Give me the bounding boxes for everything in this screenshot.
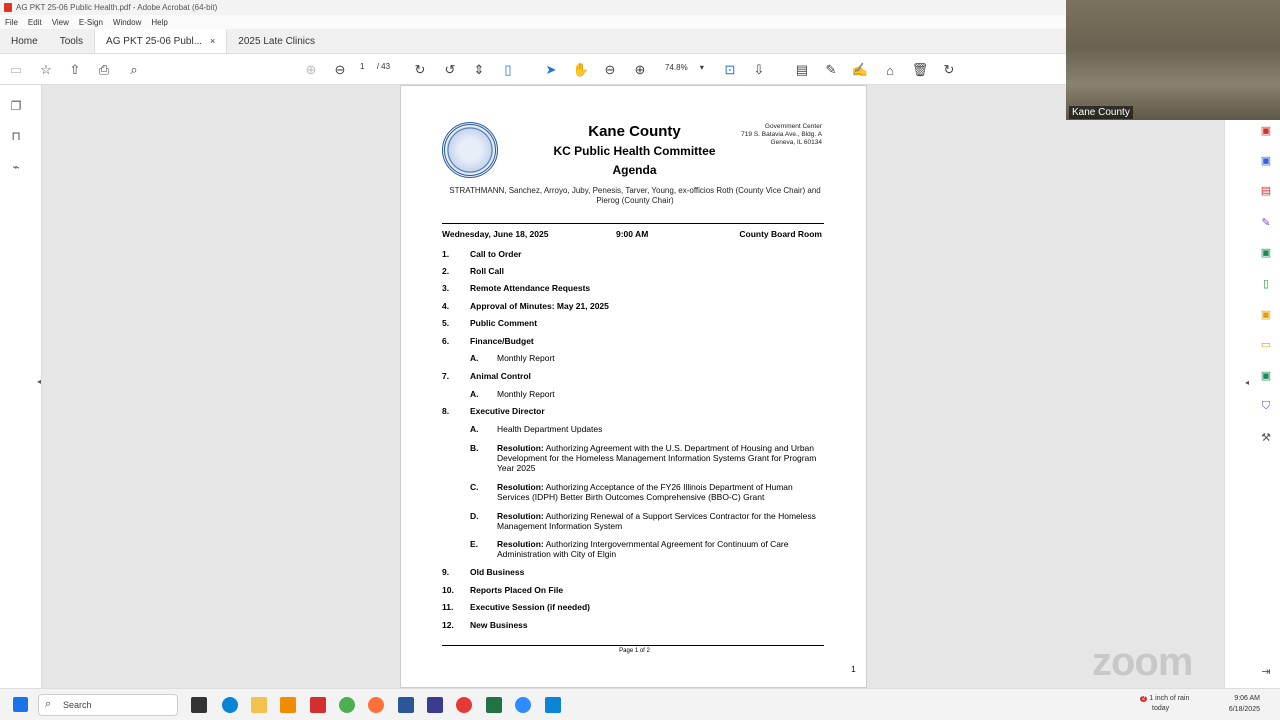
tab-tools[interactable]: Tools	[59, 35, 84, 47]
task-view-icon[interactable]	[191, 697, 207, 713]
teams-icon[interactable]	[427, 697, 443, 713]
weather-line-2: today	[1152, 705, 1170, 712]
item-title: New Business	[470, 620, 528, 630]
item-title: Public Comment	[470, 318, 538, 328]
county-title: Kane County	[588, 123, 681, 140]
fit-page-icon[interactable]: ⇕	[473, 62, 485, 77]
combine-icon[interactable]: ▯	[1262, 278, 1270, 290]
page-total: / 43	[376, 62, 391, 71]
collapse-right-icon[interactable]: ◂	[1244, 378, 1249, 387]
item-title: Roll Call	[470, 266, 505, 276]
menu-file[interactable]: File	[5, 17, 18, 27]
address-line-1: 719 S. Batavia Ave., Bldg. A	[741, 131, 822, 138]
item-title: Executive Director	[470, 406, 545, 416]
item-title: Remote Attendance Requests	[470, 283, 591, 293]
excel-icon[interactable]	[486, 697, 502, 713]
page-current-input[interactable]: 1	[360, 62, 365, 71]
menu-esign[interactable]: E-Sign	[78, 17, 103, 27]
item-number: 7.	[442, 371, 450, 381]
delete-icon[interactable]: 🗑	[911, 62, 929, 77]
next-page-icon[interactable]: ⊖	[334, 62, 346, 77]
zoom-logo: zoom	[1092, 640, 1193, 684]
meeting-room-image	[1066, 0, 1280, 120]
menu-help[interactable]: Help	[151, 17, 168, 27]
item-title: Approval of Minutes: May 21, 2025	[470, 301, 609, 311]
item-number: 1.	[442, 249, 450, 259]
expand-panel-icon[interactable]: ⇥	[1261, 666, 1271, 678]
item-number: 11.	[442, 602, 454, 612]
zoom-out-icon[interactable]: ⊖	[604, 62, 616, 77]
item-title: Executive Session (if needed)	[470, 602, 590, 612]
committee-members: STRATHMANN, Sanchez, Arroyo, Juby, Penesis, Tarver, Young, ex-officios Roth (County Vice Chair) and Pierog (County Chair)	[449, 186, 821, 205]
protect-icon[interactable]: ⛉	[1261, 400, 1271, 412]
scan-icon[interactable]: ▣	[1260, 309, 1272, 321]
pages-icon[interactable]: ❐	[10, 99, 22, 113]
participant-name: Kane County	[1069, 106, 1133, 119]
item-number: 9.	[442, 567, 450, 577]
tag-icon[interactable]: ⌂	[886, 62, 894, 78]
gov-center: Government Center	[764, 123, 822, 130]
menu-edit[interactable]: Edit	[27, 17, 42, 27]
export-pdf-icon[interactable]: ▣	[1260, 125, 1272, 137]
fit-width-icon[interactable]: ⊡	[724, 62, 736, 77]
print-production-icon[interactable]: ▣	[1260, 370, 1272, 382]
clock-date: 6/18/2025	[1228, 706, 1260, 713]
sub-item-text: Monthly Report	[497, 389, 555, 399]
windows-taskbar	[0, 688, 1280, 720]
search-icon[interactable]: ⌕	[130, 62, 138, 77]
chevron-down-icon: ▾	[699, 63, 704, 72]
sub-item-text: Resolution: Authorizing Renewal of a Support Services Contractor for the Homeless Management Information System	[497, 511, 816, 531]
tab-bar	[0, 29, 1066, 54]
menu-bar	[0, 15, 1066, 29]
agenda-title: Agenda	[612, 163, 657, 177]
star-icon[interactable]: ☆	[40, 62, 52, 77]
tab-document-agenda[interactable]	[94, 29, 227, 53]
meeting-location: County Board Room	[739, 229, 822, 239]
meeting-date: Wednesday, June 18, 2025	[442, 229, 549, 239]
save-icon[interactable]: ▭	[9, 62, 23, 77]
create-pdf-icon[interactable]: ▣	[1260, 155, 1272, 167]
sub-letter: A.	[470, 353, 479, 363]
zoom-select[interactable]	[665, 63, 704, 72]
upload-icon[interactable]: ⇧	[69, 62, 81, 77]
scroll-mode-icon[interactable]: ⇩	[753, 62, 765, 77]
comment-icon[interactable]: ▤	[795, 62, 809, 77]
prev-page-icon[interactable]: ⊕	[305, 62, 317, 77]
edge-icon[interactable]	[222, 697, 238, 713]
edit-pdf-icon[interactable]: ✎	[1261, 217, 1271, 229]
page-footer: Page 1 of 2	[619, 648, 650, 654]
item-number: 3.	[442, 283, 450, 293]
footer-divider	[442, 645, 824, 646]
page-indicator	[360, 62, 390, 71]
item-title: Animal Control	[470, 371, 531, 381]
sub-item-text: Resolution: Authorizing Intergovernmental Agreement for Continuum of Care Administration with City of Elgin	[497, 539, 789, 559]
meeting-time: 9:00 AM	[616, 229, 649, 239]
rotate-icon[interactable]: ↻	[414, 62, 426, 77]
sign-icon[interactable]: ✍	[851, 62, 869, 77]
title-bar	[0, 0, 1066, 15]
select-arrow-icon[interactable]: ➤	[545, 62, 557, 77]
committee-title: KC Public Health Committee	[553, 144, 716, 158]
acrobat-icon	[4, 3, 12, 12]
address-line-2: Geneva, IL 60134	[770, 139, 822, 146]
weather-widget[interactable]	[1140, 694, 1189, 714]
sub-letter: B.	[470, 443, 479, 453]
item-title: Call to Order	[470, 249, 522, 259]
organize-pages-icon[interactable]: ▤	[1260, 185, 1272, 197]
print-icon[interactable]: ⎙	[98, 62, 110, 77]
item-number: 5.	[442, 318, 450, 328]
search-icon: ⌕	[45, 698, 52, 710]
tab-home[interactable]: Home	[11, 35, 38, 47]
sub-letter: A.	[470, 424, 479, 434]
item-number: 10.	[442, 585, 454, 595]
hand-icon[interactable]: ✋	[572, 62, 590, 77]
acrobat-taskbar-icon[interactable]	[310, 697, 326, 713]
rotate-back-icon[interactable]: ↺	[444, 62, 456, 77]
calculator-icon[interactable]	[545, 697, 561, 713]
sub-item-text: Monthly Report	[497, 353, 555, 363]
left-rail	[0, 85, 42, 688]
sub-item-text: Resolution: Authorizing Acceptance of the FY26 Illinois Department of Human Services (IDPH) Better Birth Outcomes Comprehensive (BBO-C) Grant	[497, 482, 793, 502]
fill-sign-icon[interactable]: ▣	[1260, 247, 1272, 259]
sub-item-text: Health Department Updates	[497, 424, 603, 434]
zoom-value: 74.8%	[665, 63, 688, 72]
search-placeholder: Search	[63, 700, 92, 710]
menu-window[interactable]: Window	[112, 17, 142, 27]
system-clock[interactable]	[1229, 693, 1260, 715]
clock-time: 9:06 AM	[1234, 695, 1260, 702]
word-icon[interactable]	[398, 697, 414, 713]
item-number: 8.	[442, 406, 450, 416]
item-number: 12.	[442, 620, 454, 630]
file-explorer-icon[interactable]	[251, 697, 267, 713]
zoom-app-icon[interactable]	[515, 697, 531, 713]
comment-tool-icon[interactable]: ▭	[1260, 339, 1272, 351]
item-number: 2.	[442, 266, 450, 276]
sub-letter: D.	[470, 511, 479, 521]
redo-icon[interactable]: ↻	[943, 62, 955, 77]
collapse-left-icon[interactable]: ◂	[36, 377, 41, 386]
pdf-page	[400, 85, 867, 688]
item-title: Finance/Budget	[470, 336, 534, 346]
page-number: 1	[851, 664, 856, 674]
weather-badge: 2	[1142, 696, 1146, 702]
tab-document-clinics[interactable]: 2025 Late Clinics	[238, 35, 316, 47]
more-tools-icon[interactable]: ⚒	[1261, 432, 1271, 444]
menu-view[interactable]: View	[51, 17, 69, 27]
windows-start-icon[interactable]	[13, 697, 28, 712]
tab-label: AG PKT 25-06 Publ...	[106, 35, 203, 47]
vlc-icon[interactable]	[280, 697, 296, 713]
address-block	[741, 123, 822, 147]
bookmark-icon[interactable]: ⊓	[11, 129, 21, 143]
item-number: 4.	[442, 301, 450, 311]
item-number: 6.	[442, 336, 450, 346]
close-icon[interactable]: ×	[210, 36, 216, 46]
firefox-icon[interactable]	[368, 697, 384, 713]
right-tools-rail	[1224, 120, 1280, 688]
toolbar	[0, 54, 1066, 85]
sub-letter: C.	[470, 482, 479, 492]
chrome-icon[interactable]	[339, 697, 355, 713]
weather-line-1: 1 inch of rain	[1149, 695, 1190, 702]
attachment-icon[interactable]: ⌁	[12, 160, 20, 174]
sub-item-text: Resolution: Authorizing Agreement with the U.S. Department of Housing and Urban Development for the Homeless Management Information Systems Grant for Program Year 2025	[497, 443, 817, 473]
window-title: AG PKT 25-06 Public Health.pdf - Adobe Acrobat (64-bit)	[16, 3, 218, 12]
divider	[442, 223, 824, 224]
zoom-in-icon[interactable]: ⊕	[634, 62, 646, 77]
document-icon[interactable]: ▯	[504, 62, 512, 77]
highlight-icon[interactable]: ✎	[825, 62, 837, 77]
item-title: Old Business	[470, 567, 525, 577]
taskbar-search[interactable]	[38, 694, 178, 716]
sub-letter: E.	[470, 539, 479, 549]
powerpoint-icon[interactable]	[456, 697, 472, 713]
zoom-video-feed[interactable]	[1066, 0, 1280, 120]
sub-letter: A.	[470, 389, 479, 399]
item-title: Reports Placed On File	[470, 585, 564, 595]
